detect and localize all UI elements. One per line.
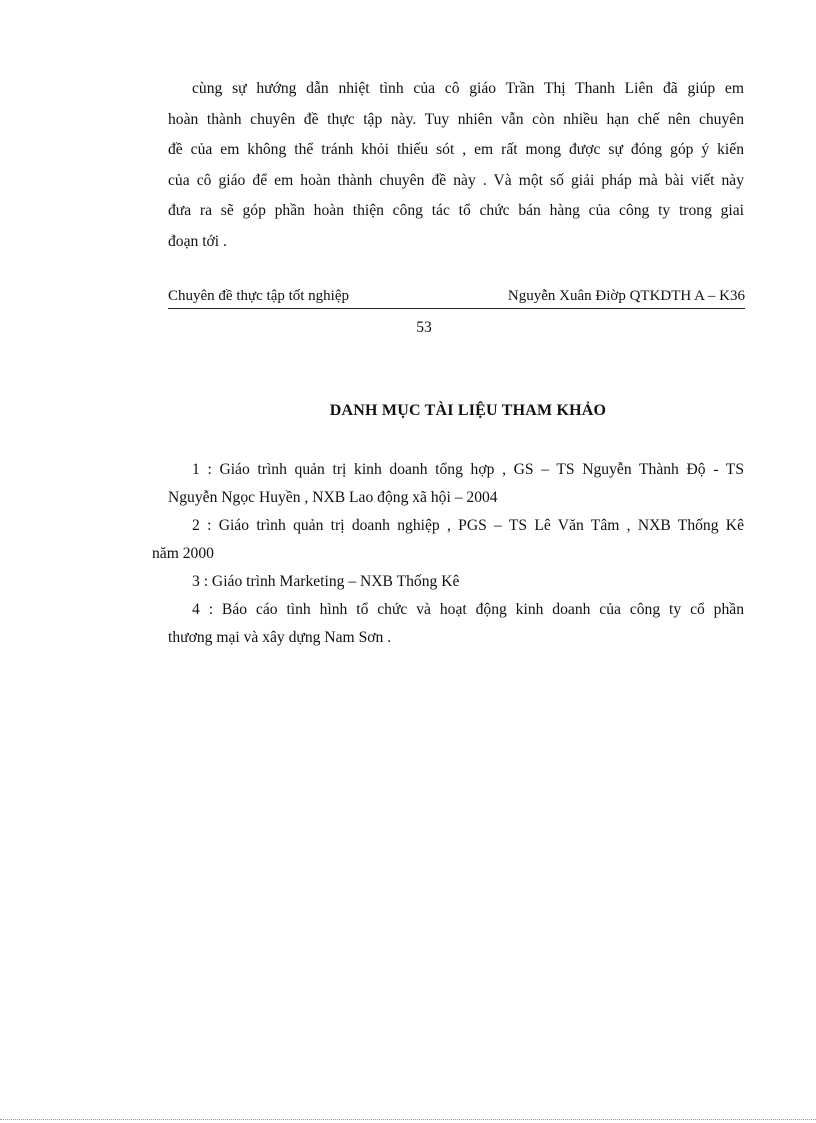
reference-item-continued: Nguyễn Ngọc Huyền , NXB Lao động xã hội – 2004: [168, 489, 498, 506]
closing-paragraph: [168, 74, 744, 257]
paragraph-line: đoạn tới .: [168, 232, 227, 250]
page-bottom-divider: [0, 1119, 816, 1120]
page-number: 53: [416, 319, 432, 336]
paragraph-line: đưa ra sẽ góp phần hoàn thiện công tác tổ chức bán hàng của công ty trong giai: [168, 202, 744, 219]
reference-item: 4 : Báo cáo tình hình tổ chức và hoạt động kinh doanh của công ty cổ phần: [192, 601, 744, 618]
reference-item-continued: thương mại và xây dựng Nam Sơn .: [168, 629, 392, 646]
paragraph-line: của cô giáo để em hoàn thành chuyên đề này . Và một số giải pháp mà bài viết này: [168, 171, 744, 189]
reference-item-continued: năm 2000: [152, 545, 214, 562]
footer-title: Chuyên đề thực tập tốt nghiệp: [168, 288, 350, 304]
paragraph-line: cùng sự hướng dẫn nhiệt tình của cô giáo Trần Thị Thanh Liên đã giúp em: [192, 80, 744, 97]
paragraph-line: hoàn thành chuyên đề thực tập này. Tuy nhiên vẫn còn nhiều hạn chế nên chuyên: [168, 110, 744, 128]
page-footer: [168, 288, 745, 309]
reference-item: 1 : Giáo trình quản trị kinh doanh tổng hợp , GS – TS Nguyễn Thành Độ - TS: [192, 461, 744, 478]
references-heading: DANH MỤC TÀI LIỆU THAM KHẢO: [329, 402, 607, 419]
footer-author: Nguyễn Xuân Điờp QTKDTH A – K36: [507, 288, 745, 304]
paragraph-line: đề của em không thể tránh khỏi thiếu sót , em rất mong được sự đóng góp ý kiến: [168, 141, 744, 158]
reference-item: 3 : Giáo trình Marketing – NXB Thống Kê: [192, 573, 460, 590]
reference-item: 2 : Giáo trình quản trị doanh nghiệp , PGS – TS Lê Văn Tâm , NXB Thống Kê: [192, 517, 744, 534]
references-list: [152, 456, 744, 652]
